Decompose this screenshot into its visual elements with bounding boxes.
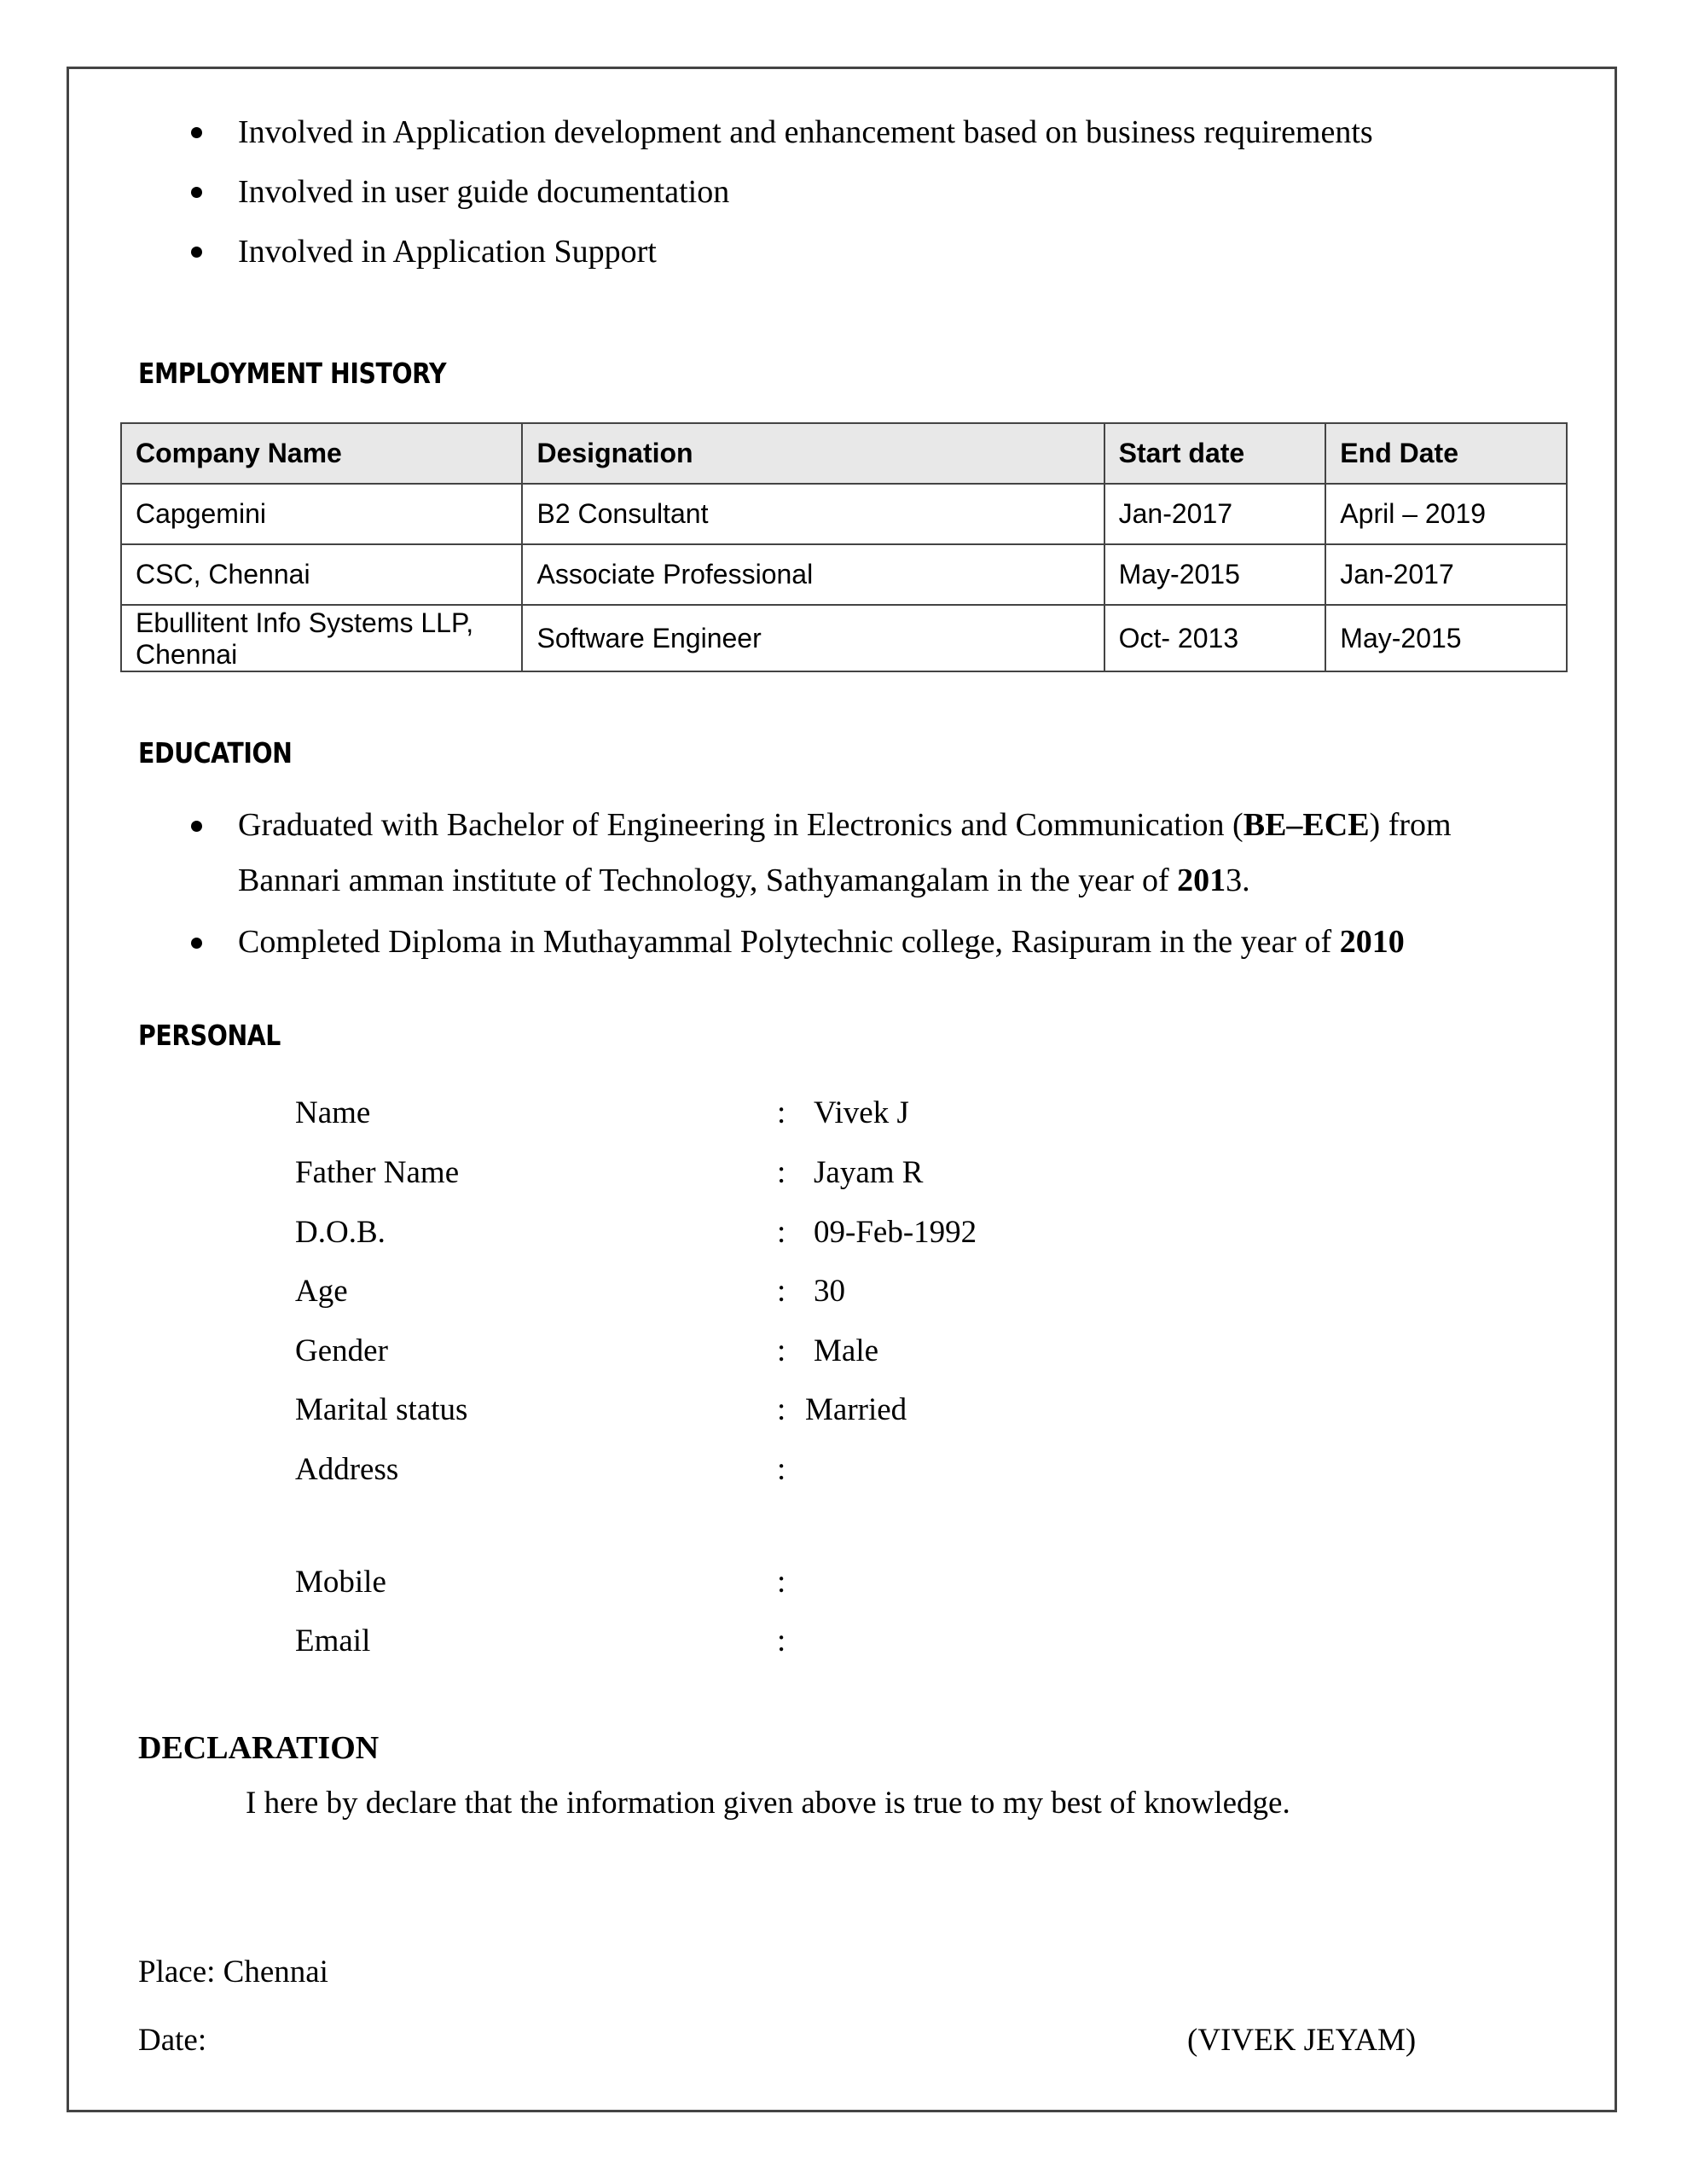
start-date-cell: Jan-2017 [1104,484,1326,544]
bullet-icon [191,821,202,832]
column-header-company: Company Name [121,423,522,484]
graduation-year: 201 [1177,863,1226,898]
declaration-heading: DECLARATION [138,1730,380,1766]
company-cell: CSC, Chennai [121,544,522,605]
start-date-cell: May-2015 [1104,544,1326,605]
bullet-icon [191,187,202,198]
responsibility-text: Involved in Application Support [238,234,657,270]
column-header-start-date: Start date [1104,423,1326,484]
employment-table [120,422,1568,672]
column-header-designation: Designation [522,423,1104,484]
table-row [121,484,1567,544]
table-row [121,544,1567,605]
education-heading: EDUCATION [138,736,293,770]
company-cell: Ebullitent Info Systems LLP, Chennai [121,605,522,671]
responsibility-text: Involved in user guide documentation [238,174,730,210]
education-item-degree-line1: Graduated with Bachelor of Engineering in Electronics and Communication (BE–ECE) from [238,807,1452,843]
start-date-cell: Oct- 2013 [1104,605,1326,671]
designation-cell: B2 Consultant [522,484,1104,544]
bullet-icon [191,247,202,258]
education-item-degree-line2: Bannari amman institute of Technology, Sathyamangalam in the year of 2013. [238,863,1250,898]
bullet-icon [191,938,202,949]
end-date-cell: May-2015 [1325,605,1567,671]
responsibility-text: Involved in Application development and enhancement based on business requirements [238,114,1373,150]
table-row [121,605,1567,671]
degree-abbreviation: BE–ECE [1243,807,1370,843]
column-header-end-date: End Date [1325,423,1567,484]
signature-name: (VIVEK JEYAM) [1187,2023,1417,2058]
bullet-icon [191,127,202,138]
end-date-cell: April – 2019 [1325,484,1567,544]
designation-cell: Software Engineer [522,605,1104,671]
place-text: Place: Chennai [138,1955,328,1989]
designation-cell: Associate Professional [522,544,1104,605]
end-date-cell: Jan-2017 [1325,544,1567,605]
diploma-year: 2010 [1339,924,1405,960]
employment-history-heading: EMPLOYMENT HISTORY [138,357,447,390]
table-header-row [121,423,1567,484]
date-label: Date: [138,2023,207,2058]
personal-heading: PERSONAL [138,1019,281,1052]
education-item-diploma: Completed Diploma in Muthayammal Polytechnic college, Rasipuram in the year of 2010 [238,924,1405,960]
declaration-text: I here by declare that the information given above is true to my best of knowledge. [246,1786,1290,1821]
company-cell: Capgemini [121,484,522,544]
